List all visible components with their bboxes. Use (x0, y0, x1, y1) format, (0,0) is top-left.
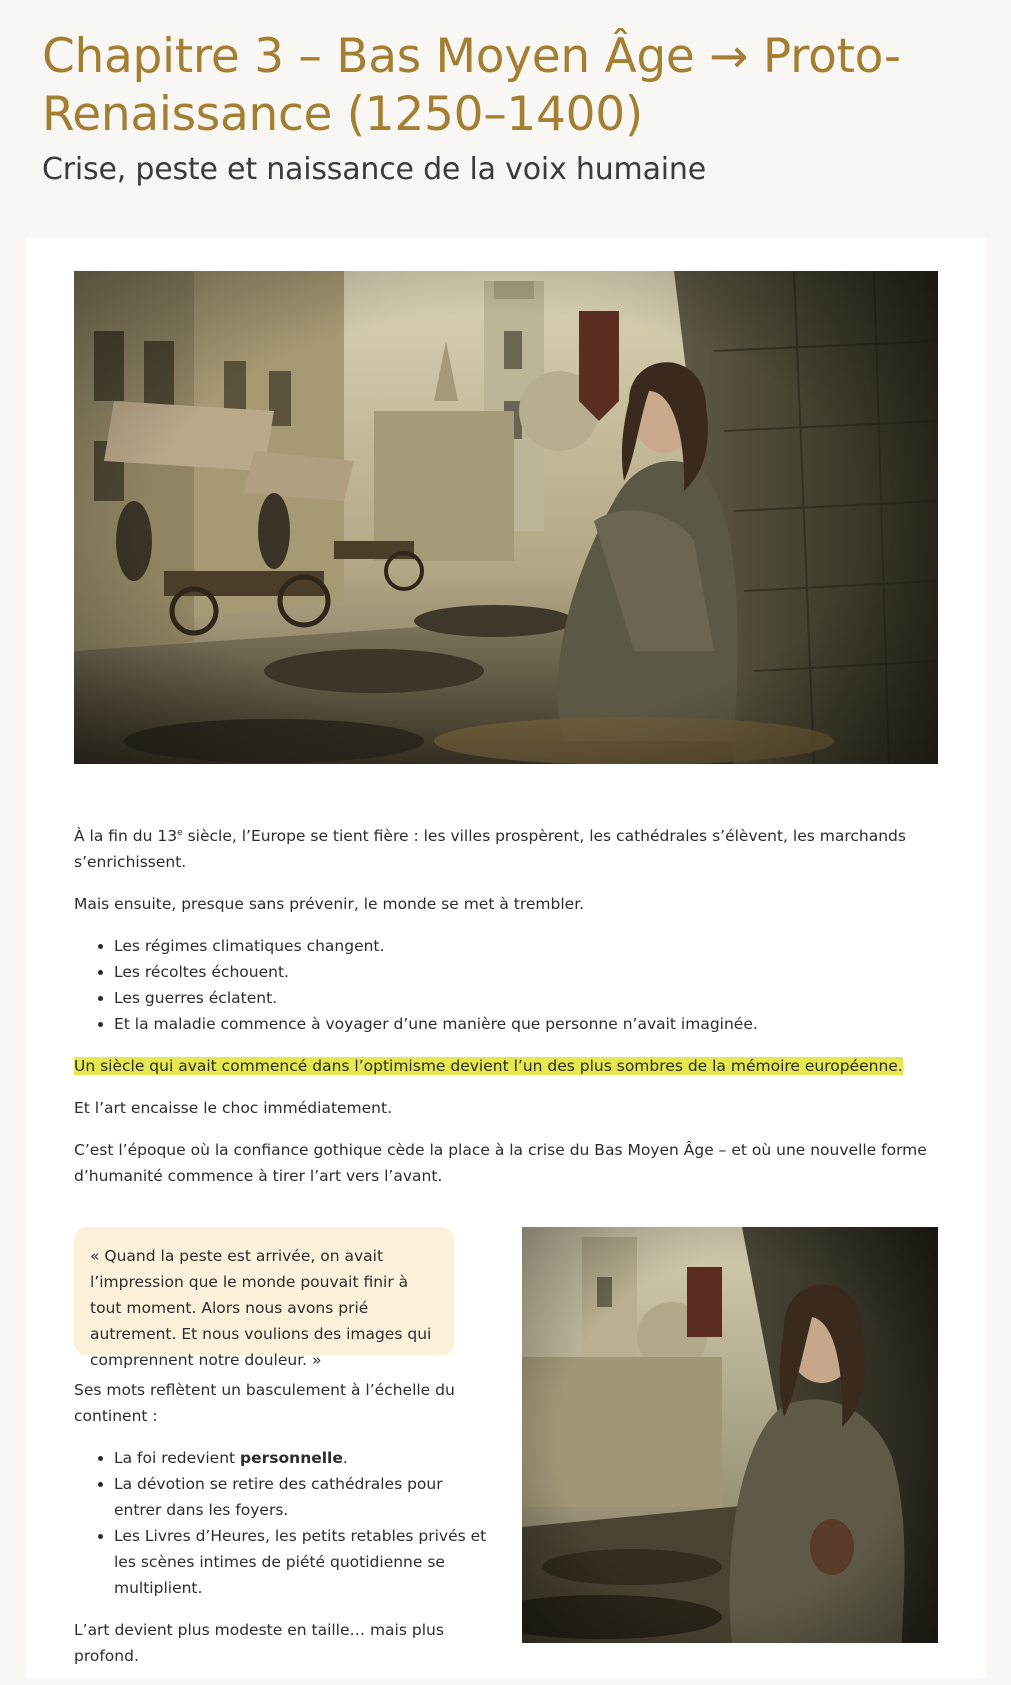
intro-paragraph-2: Mais ensuite, presque sans prévenir, le monde se met à trembler. (74, 895, 585, 913)
intro-paragraph-3: Et l’art encaisse le choc immédiatement. (74, 1099, 393, 1117)
second-section-text (74, 1377, 494, 1685)
intro-paragraph-4: C’est l’époque où la confiance gothique cède la place à la crise du Bas Moyen Âge – et où une nouvelle forme d’humanité commence à tirer l’art vers l’avant. (74, 1141, 927, 1185)
content-card (26, 238, 986, 1678)
second-paragraph-1: Ses mots reflètent un basculement à l’échelle du continent : (74, 1381, 455, 1425)
list-item: • Les guerres éclatent. (114, 985, 944, 1011)
chapter-title: Chapitre 3 – Bas Moyen Âge → Proto-Renaissance (1250–1400) (42, 29, 901, 142)
intro-text (74, 823, 944, 1205)
portrait-image (522, 1227, 938, 1643)
crisis-list (74, 933, 944, 1037)
chapter-header (42, 28, 982, 190)
faith-list (74, 1445, 494, 1601)
list-item: • La foi redevient personnelle. (114, 1445, 494, 1471)
highlighted-text: Un siècle qui avait commencé dans l’optimisme devient l’un des plus sombres de la mémoire européenne. (74, 1057, 903, 1075)
intro-paragraph-1: À la fin du 13e siècle, l’Europe se tient fière : les villes prospèrent, les cathédrales s’élèvent, les marchands s’enrichissent. (74, 827, 906, 871)
list-item: • La dévotion se retire des cathédrales pour entrer dans les foyers. (114, 1471, 494, 1523)
list-item: • Les récoltes échouent. (114, 959, 944, 985)
highlight-paragraph (74, 1053, 944, 1079)
list-item: • Et la maladie commence à voyager d’une manière que personne n’avait imaginée. (114, 1011, 944, 1037)
list-item: • Les régimes climatiques changent. (114, 933, 944, 959)
hero-image (74, 271, 938, 764)
chapter-subtitle: Crise, peste et naissance de la voix humaine (42, 152, 706, 187)
list-item: • Les Livres d’Heures, les petits retables privés et les scènes intimes de piété quotidienne se multiplient. (114, 1523, 494, 1601)
quote-box: « Quand la peste est arrivée, on avait l’impression que le monde pouvait finir à tout moment. Alors nous avons prié autrement. Et nous voulions des images qui comprennent notre douleur. » (74, 1227, 454, 1355)
second-paragraph-2: L’art devient plus modeste en taille… mais plus profond. (74, 1621, 444, 1665)
